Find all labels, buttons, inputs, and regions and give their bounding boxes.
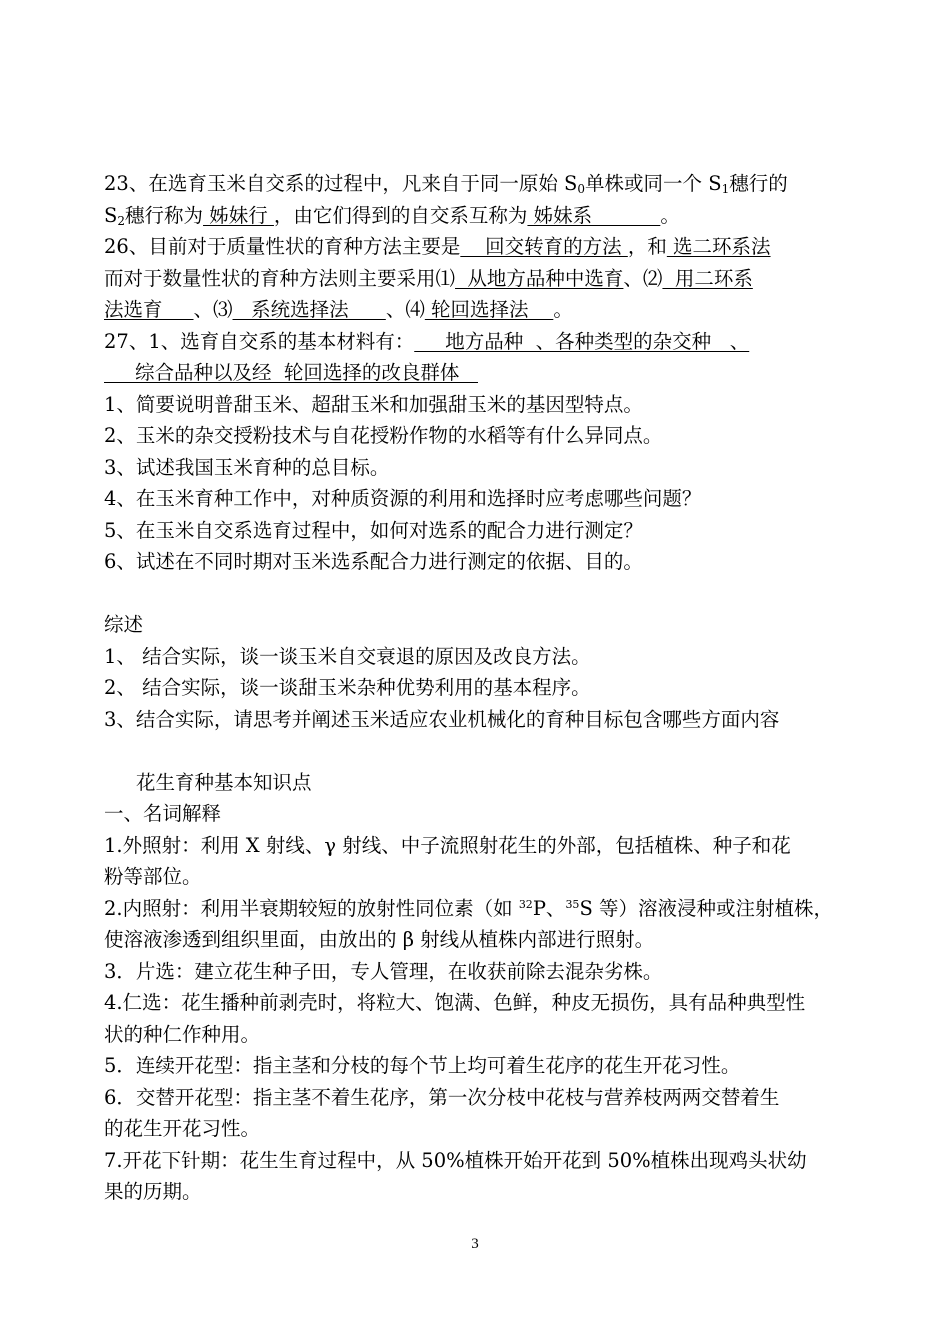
q26-answer-7: 轮回选择法 [424,298,554,321]
q26-answer-4: 用二环系 [662,266,753,290]
q26-answer-6: 系统选择法 [232,298,386,321]
q23-answer-1: 姊妹行 [203,203,274,227]
page-number: 3 [471,1236,479,1252]
spacer [104,735,849,767]
question-item: 4、在玉米育种工作中，对种质资源的利用和选择时应考虑哪些问题？ [104,487,702,510]
question-26-line-1 [104,231,849,263]
q27-answer-1: 地方品种 、各种类型的杂交种 、 [414,329,750,353]
q23-subscript-1: 1 [721,182,730,196]
question-item: 6、试述在不同时期对玉米选系配合力进行测定的依据、目的。 [104,550,643,573]
definition-1-line-2: 粉等部位。 [104,865,202,888]
q26-text-a: 26、目前对于质量性状的育种方法主要是 [104,235,461,258]
q26-text-b: ，和 [627,235,667,258]
q23-text-c: 穗行的 [729,172,788,195]
definition-2-line-1 [104,893,849,925]
q27-answer-2: 综合品种以及经 轮回选择的改良群体 [104,361,478,384]
q23-text-e: 穗行称为 [125,203,204,227]
q26-answer-3: 从地方品种中选育 [455,266,624,290]
question-item: 1、简要说明普甜玉米、超甜玉米和加强甜玉米的基因型特点。 [104,392,643,416]
q27-text-a: 27、1、选育自交系的基本材料有： [104,329,415,353]
question-26-line-2 [104,263,849,295]
q23-subscript-0: 0 [577,182,586,196]
q23-subscript-2: 2 [117,213,125,228]
def2-text-a: 2.内照射：利用半衰期较短的放射性同位素（如 [104,896,519,920]
definition-1-line-1: 1.外照射：利用 X 射线、γ 射线、中子流照射花生的外部，包括植株、种子和花 [104,833,791,857]
question-23-line-1 [104,168,849,200]
q26-text-f: 、⑷ [385,298,425,321]
summary-heading: 综述 [104,613,144,636]
q26-text-c: 而对于数量性状的育种方法则主要采用⑴ [104,266,456,290]
question-item: 5、在玉米自交系选育过程中，如何对选系的配合力进行测定？ [104,518,643,542]
def2-superscript-32: 32 [518,897,533,911]
document-body [104,168,849,1208]
def2-superscript-35: 35 [565,897,580,911]
def2-text-b: P、 [532,896,566,920]
q26-answer-2: 选二环系法 [666,235,771,258]
definition-2-line-2: 使溶液渗透到组织里面，由放出的 β 射线从植株内部进行照射。 [104,928,655,951]
question-27-line-2 [104,357,849,389]
question-item: 2、玉米的杂交授粉技术与自花授粉作物的水稻等有什么异同点。 [104,424,663,447]
q23-answer-2: 姊妹系 [527,203,661,227]
q23-text-d: S [104,203,118,227]
q23-text-b: 单株或同一个 S [585,172,722,195]
definition-3: 3．片选：建立花生种子田，专人管理，在收获前除去混杂劣株。 [104,959,663,983]
term-definitions-heading: 一、名词解释 [104,802,222,825]
definition-5: 5．连续开花型：指主茎和分枝的每个节上均可着生花序的花生开花习性。 [104,1054,741,1077]
q23-text-f: ，由它们得到的自交系互称为 [273,203,528,227]
q26-text-e: 、⑶ [193,298,233,321]
definition-4-line-1: 4.仁选：花生播种前剥壳时，将粒大、饱满、色鲜，种皮无损伤，具有品种典型性 [104,991,806,1014]
definition-7-line-2: 果的历期。 [104,1180,202,1203]
q26-answer-1: 回交转育的方法 [460,235,628,258]
definition-6-line-1: 6．交替开花型：指主茎不着生花序，第一次分枝中花枝与营养枝两两交替着生 [104,1085,780,1109]
definition-7-line-1: 7.开花下针期：花生生育过程中，从 50%植株开始开花到 50%植株出现鸡头状幼 [104,1148,807,1172]
q23-text-a: 23、在选育玉米自交系的过程中，凡来自于同一原始 S [104,172,578,195]
definition-6-line-2: 的花生开花习性。 [104,1117,261,1140]
question-item: 3、试述我国玉米育种的总目标。 [104,455,390,479]
spacer [104,578,849,610]
q26-answer-5: 法选育 [104,298,194,321]
question-26-line-3 [104,294,849,326]
summary-item: 2、 结合实际，谈一谈甜玉米杂种优势利用的基本程序。 [104,676,591,699]
q23-text-g: 。 [660,203,680,227]
peanut-section-title: 花生育种基本知识点 [136,770,312,794]
summary-item: 3、结合实际，请思考并阐述玉米适应农业机械化的育种目标包含哪些方面内容 [104,707,780,731]
definition-4-line-2: 状的种仁作种用。 [104,1022,261,1046]
q26-text-d: 、⑵ [623,266,663,290]
question-23-line-2 [104,200,849,232]
q26-text-g: 。 [553,298,573,321]
summary-item: 1、 结合实际，谈一谈玉米自交衰退的原因及改良方法。 [104,644,591,668]
def2-text-c: S 等）溶液浸种或注射植株， [579,896,833,920]
question-27-line-1 [104,326,849,358]
